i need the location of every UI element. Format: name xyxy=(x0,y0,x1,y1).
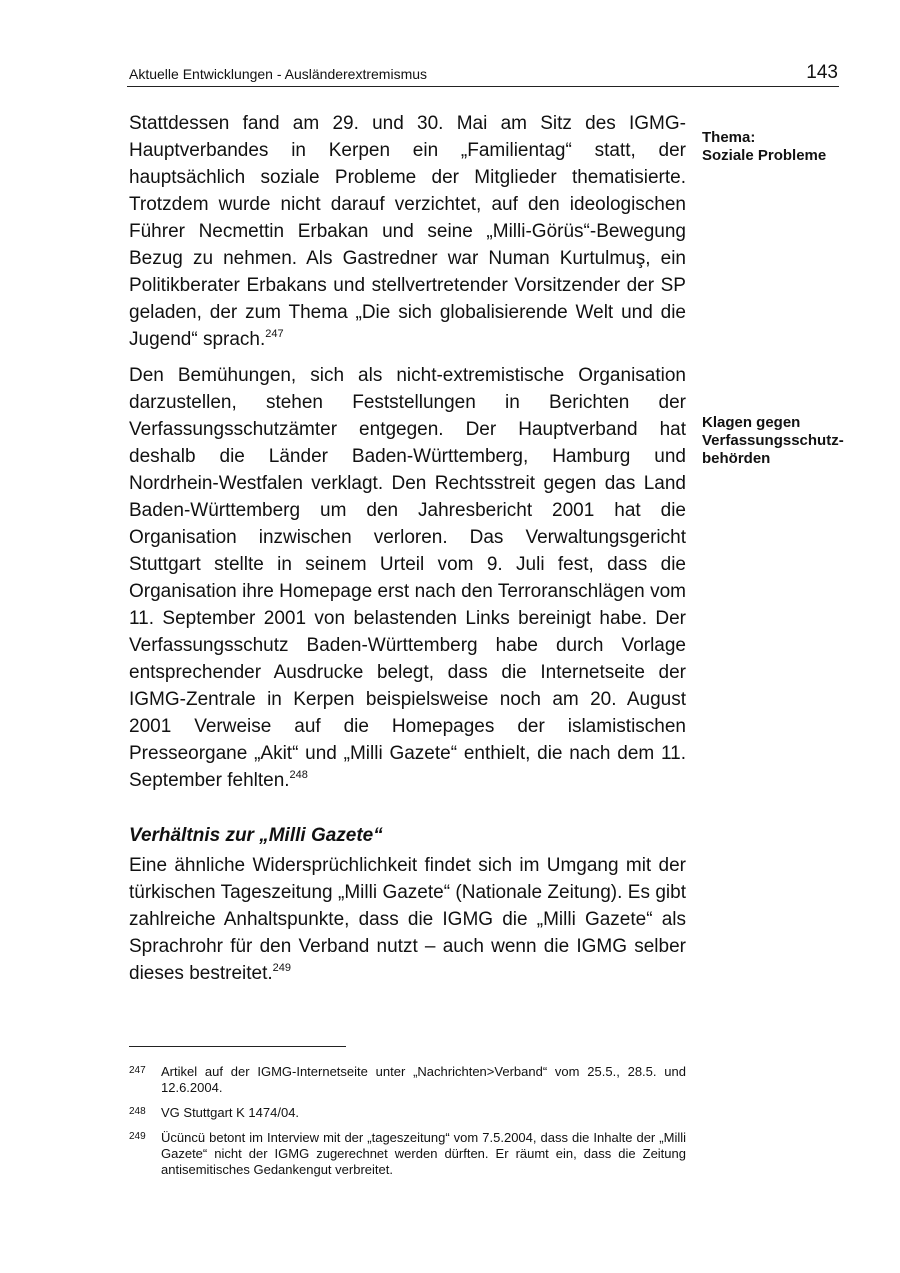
page-number: 143 xyxy=(806,62,838,83)
footnote-text: VG Stuttgart K 1474/04. xyxy=(161,1105,300,1120)
paragraph-text: Eine ähnliche Widersprüchlichkeit findet sich im Umgang mit der türkischen Tageszeitung „Milli Gazete“ (Nationale Zeitung). Es gibt zahlreiche Anhaltspunkte, dass die IGMG die „Milli Gazete“ als Sprachrohr für den Verband nutzt – auch wenn die IGMG selber dieses bestreitet. xyxy=(129,855,686,984)
footnote xyxy=(129,1130,686,1178)
footnote-text: Artikel auf der IGMG-Internetseite unter „Nachrichten>Verband“ vom 25.5., 28.5. und 12.6.2004. xyxy=(161,1064,686,1095)
body-paragraph xyxy=(129,362,686,794)
footnote-reference: 248 xyxy=(289,769,308,781)
body-paragraph xyxy=(129,110,686,353)
paragraph-text: Den Bemühungen, sich als nicht-extremistische Organisation darzustellen, stehen Feststellungen in Berichten der Verfassungsschutzämter entgegen. Der Hauptverband hat deshalb die Länder Baden-Württemberg, Hamburg und Nordrhein-Westfalen verklagt. Den Rechtsstreit gegen das Land Baden-Württemberg um den Jahresbericht 2001 hat die Organisation inzwischen verloren. Das Verwaltungsgericht Stuttgart stellte in seinem Urteil vom 9. Juli fest, dass die Organisation ihre Homepage erst nach den Terroranschlägen vom 11. September 2001 von belastenden Links bereinigt habe. Der Verfassungsschutz Baden-Württemberg habe durch Vorlage entsprechender Ausdrucke belegt, dass die Internetseite der IGMG-Zentrale in Kerpen beispielsweise noch am 20. August 2001 Verweise auf die Homepages der islamistischen Presseorgane „Akit“ und „Milli Gazete“ enthielt, die nach dem 11. September fehlten. xyxy=(129,365,686,791)
footnote-number: 248 xyxy=(129,1106,146,1117)
footnote-text: Ücüncü betont im Interview mit der „tageszeitung“ vom 7.5.2004, dass die Inhalte der „Milli Gazete“ nicht der IGMG zugerechnet werden dürften. Er räumt ein, dass die Zeitung antisemitisches Gedankengut verbreitet. xyxy=(161,1130,686,1177)
margin-note-lawsuits xyxy=(702,414,877,468)
margin-note-line: Soziale Probleme xyxy=(702,147,827,164)
running-header: Aktuelle Entwicklungen - Ausländerextremismus xyxy=(129,66,428,82)
margin-note-line: Klagen gegen xyxy=(702,414,801,431)
margin-note-line: behörden xyxy=(702,450,771,467)
footnote xyxy=(129,1105,686,1121)
margin-note-line: Verfassungsschutz- xyxy=(702,432,844,449)
footnote-divider xyxy=(129,1046,346,1047)
footnote-reference: 249 xyxy=(272,962,291,974)
section-heading: Verhältnis zur „Milli Gazete“ xyxy=(129,825,383,846)
footnote-number: 249 xyxy=(129,1131,146,1142)
footnote-number: 247 xyxy=(129,1065,146,1076)
margin-note-line: Thema: xyxy=(702,129,756,146)
paragraph-text: Stattdessen fand am 29. und 30. Mai am Sitz des IGMG-Hauptverbandes in Kerpen ein „Familientag“ statt, der hauptsächlich soziale Probleme der Mitglieder thematisierte. Trotzdem wurde nicht darauf verzichtet, auf den ideologischen Führer Necmettin Erbakan und seine „Milli-Görüs“-Bewegung Bezug zu nehmen. Als Gastredner war Numan Kurtulmuş, ein Politikberater Erbakans und stellvertretender Vorsitzender der SP geladen, der zum Thema „Die sich globalisierende Welt und die Jugend“ sprach. xyxy=(129,113,686,350)
footnote-reference: 247 xyxy=(265,328,284,340)
main-text-column xyxy=(129,110,686,996)
body-paragraph xyxy=(129,852,686,987)
footnotes xyxy=(129,1064,686,1187)
footnote xyxy=(129,1064,686,1096)
header-divider xyxy=(127,86,839,87)
margin-note-social-problems xyxy=(702,129,877,165)
